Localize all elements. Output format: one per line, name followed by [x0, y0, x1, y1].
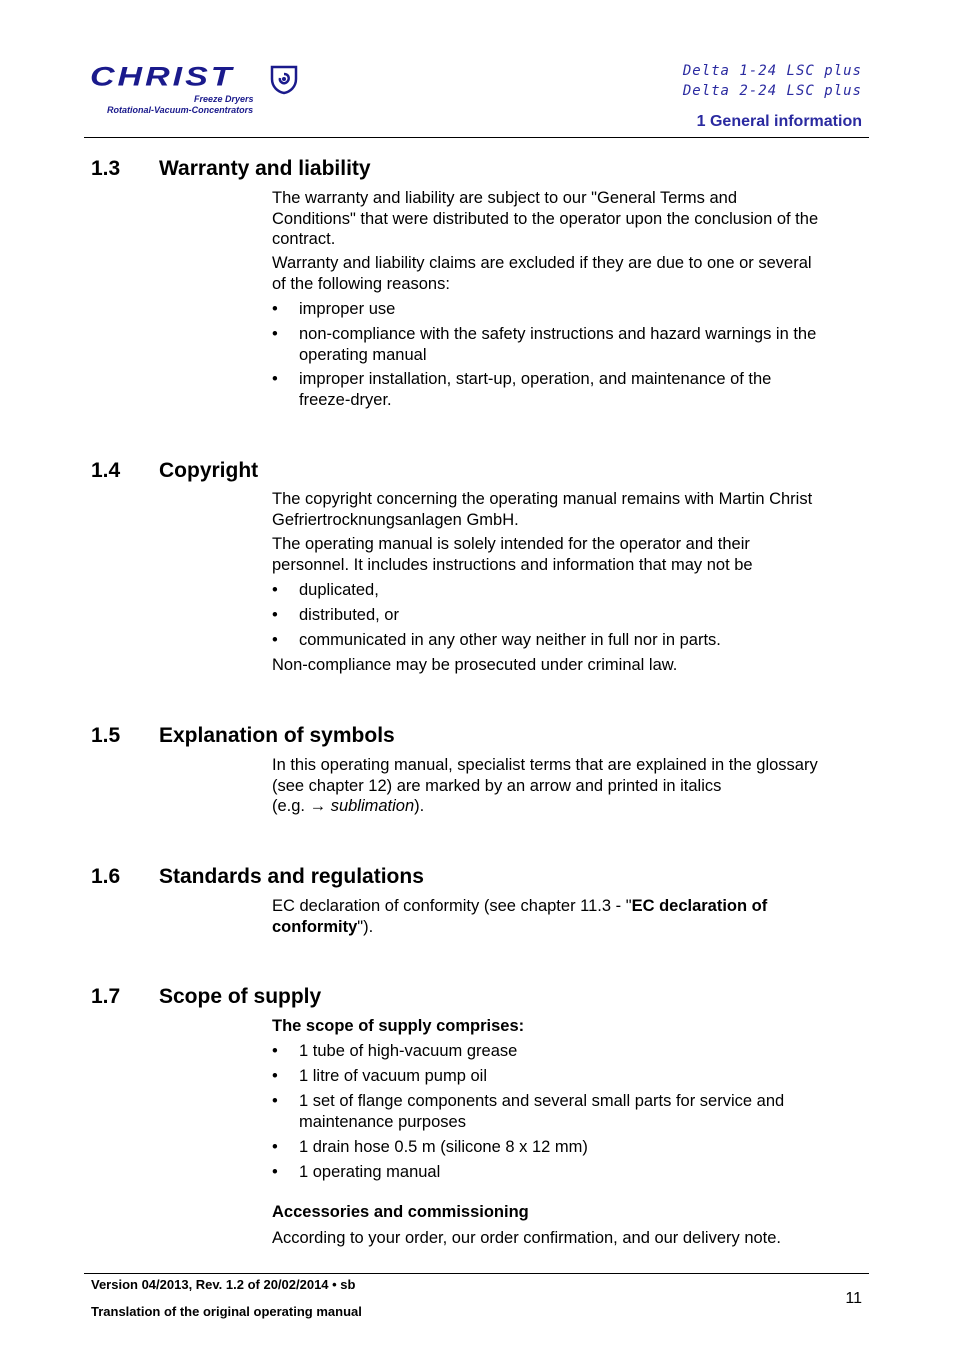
model-name-2: Delta 2-24 LSC plus — [682, 83, 862, 99]
bullet-icon: • — [272, 1067, 278, 1085]
section-title: Explanation of symbols — [159, 724, 395, 747]
paragraph: The copyright concerning the operating manual remains with Martin Christ Gefriertrocknungsanlagen GmbH. — [272, 490, 813, 529]
logo-subtitle-rvc: Rotational-Vacuum-Concentrators — [107, 105, 254, 115]
footer-version: Version 04/2013, Rev. 1.2 of 20/02/2014 • sb — [91, 1277, 356, 1292]
model-name-1: Delta 1-24 LSC plus — [682, 63, 862, 79]
header-divider — [84, 137, 869, 138]
bullet-icon: • — [272, 1163, 278, 1181]
section-number: 1.5 — [91, 724, 121, 747]
bullet-icon: • — [272, 300, 278, 318]
paragraph: Warranty and liability claims are excluded if they are due to one or several of the following reasons: — [272, 254, 812, 293]
subheading: The scope of supply comprises: — [272, 1017, 525, 1035]
section-title: Scope of supply — [159, 985, 322, 1008]
subheading: Accessories and commissioning — [272, 1203, 529, 1221]
chapter-heading: 1 General information — [696, 113, 862, 130]
bullet-icon: • — [272, 631, 278, 649]
bullet-icon: • — [272, 581, 278, 599]
section-title: Warranty and liability — [159, 157, 371, 180]
glossary-term: sublimation — [330, 797, 415, 815]
section-number: 1.3 — [91, 157, 121, 180]
paragraph: The warranty and liability are subject to our "General Terms and Conditions" that were distributed to the operator upon the conclusion of the contract. — [272, 189, 819, 248]
paragraph: The operating manual is solely intended for the operator and their personnel. It includes instructions and information that may not be — [272, 535, 753, 574]
paragraph: According to your order, our order confirmation, and our delivery note. — [272, 1229, 782, 1247]
footer-translation-note: Translation of the original operating manual — [91, 1304, 362, 1319]
bullet-icon: • — [272, 606, 278, 624]
section-title: Standards and regulations — [159, 865, 424, 888]
bullet-icon: • — [272, 1042, 278, 1060]
bullet-icon: • — [272, 1138, 278, 1156]
bullet-icon: • — [272, 370, 278, 388]
section-number: 1.7 — [91, 985, 121, 1008]
logo-text: CHRIST — [90, 62, 235, 92]
paragraph: In this operating manual, specialist terms that are explained in the glossary (see chapter 12) are marked by an arrow and printed in italics (e.g. → sublimation). — [272, 756, 818, 815]
logo-subtitle-freeze-dryers: Freeze Dryers — [194, 94, 254, 104]
footer-divider — [84, 1273, 869, 1274]
logo-emblem-icon — [270, 65, 300, 95]
page-number: 11 — [845, 1290, 862, 1307]
section-number: 1.4 — [91, 459, 121, 482]
section-number: 1.6 — [91, 865, 121, 888]
paragraph: EC declaration of conformity (see chapter 11.3 - "EC declaration of conformity"). — [272, 897, 768, 936]
paragraph: Non-compliance may be prosecuted under criminal law. — [272, 656, 678, 674]
section-title: Copyright — [159, 459, 259, 482]
bullet-icon: • — [272, 325, 278, 343]
bullet-icon: • — [272, 1092, 278, 1110]
